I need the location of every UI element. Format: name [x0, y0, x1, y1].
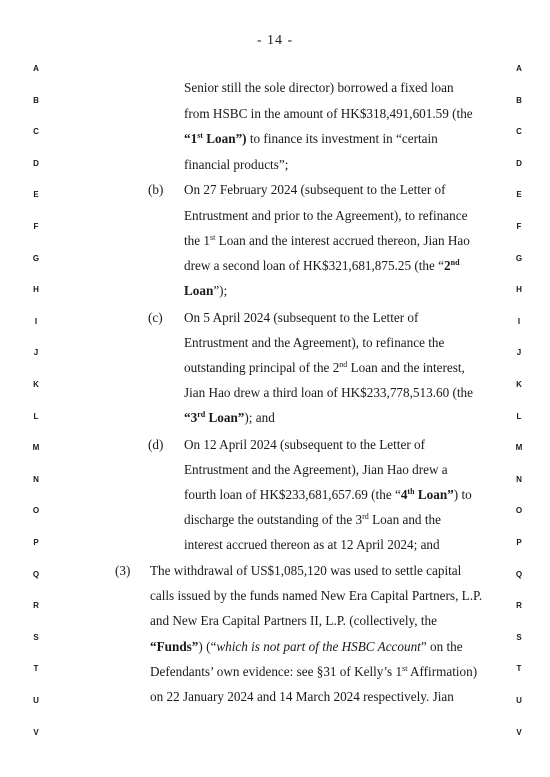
margin-letter-f: F	[516, 222, 522, 231]
para-b-line-3: the 1st Loan and the interest accrued thereon, Jian Hao	[184, 233, 470, 248]
margin-letter-r: R	[516, 601, 522, 611]
margin-letter-r: R	[33, 601, 39, 611]
margin-letter-q: Q	[32, 569, 40, 579]
margin-letter-a: A	[516, 64, 522, 73]
margin-letter-c: C	[516, 127, 522, 137]
para-3-line-3: and New Era Capital Partners II, L.P. (collectively, the	[150, 613, 437, 628]
intro-line-4: financial products”;	[184, 157, 289, 172]
margin-letter-b: B	[33, 95, 39, 105]
margin-letter-l: L	[33, 411, 39, 421]
first-loan-term: “1st Loan”)	[184, 131, 247, 146]
margin-letter-j: J	[33, 348, 39, 358]
para-b-label: (b)	[148, 182, 164, 197]
margin-letter-q: Q	[515, 569, 523, 579]
para-c-line-3: outstanding principal of the 2nd Loan and the interest,	[184, 360, 465, 375]
margin-letter-s: S	[33, 632, 39, 642]
margin-letter-u: U	[33, 696, 39, 705]
margin-letter-b: B	[516, 95, 522, 105]
margin-letter-k: K	[516, 380, 522, 389]
para-c-line-1: On 5 April 2024 (subsequent to the Letter of	[184, 310, 419, 325]
page-number: - 14 -	[256, 33, 294, 48]
margin-letter-e: E	[33, 190, 39, 200]
margin-letter-h: H	[33, 285, 39, 295]
margin-letter-m: M	[32, 443, 40, 453]
para-3-line-2: calls issued by the funds named New Era Capital Partners, L.P.	[150, 588, 483, 603]
margin-letter-t: T	[516, 664, 522, 674]
margin-letter-f: F	[33, 222, 39, 231]
margin-letter-g: G	[32, 253, 40, 263]
margin-letter-m: M	[515, 443, 523, 453]
margin-letter-v: V	[516, 727, 522, 737]
para-d-line-5: interest accrued thereon as at 12 April 2024; and	[184, 537, 440, 552]
margin-letter-g: G	[515, 253, 523, 263]
margin-letter-i: I	[517, 316, 521, 326]
margin-letter-t: T	[33, 664, 39, 674]
margin-letter-s: S	[516, 632, 522, 642]
para-b-line-4: drew a second loan of HK$321,681,875.25 (the “2nd	[184, 258, 460, 273]
para-d-line-4: discharge the outstanding of the 3rd Loan and the	[184, 512, 441, 527]
para-3-line-4: “Funds”) (“which is not part of the HSBC Account” on the	[150, 639, 463, 654]
para-b-line-1: On 27 February 2024 (subsequent to the Letter of	[184, 182, 446, 197]
intro-line-3: “1st Loan”) to finance its investment in “certain	[184, 131, 438, 146]
para-d-line-1: On 12 April 2024 (subsequent to the Letter of	[184, 437, 425, 452]
para-c-label: (c)	[148, 310, 163, 325]
margin-letter-n: N	[516, 474, 522, 484]
para-c-line-5: “3rd Loan”); and	[184, 410, 275, 425]
margin-letter-u: U	[516, 696, 522, 705]
margin-letter-d: D	[516, 158, 522, 168]
para-3-line-6: on 22 January 2024 and 14 March 2024 respectively. Jian	[150, 689, 454, 704]
para-3-line-1: The withdrawal of US$1,085,120 was used to settle capital	[150, 563, 462, 578]
margin-letter-p: P	[516, 538, 522, 547]
para-3-label: (3)	[115, 563, 131, 578]
margin-letter-k: K	[33, 380, 39, 389]
para-d-line-2: Entrustment and the Agreement), Jian Hao drew a	[184, 462, 448, 477]
margin-letter-h: H	[516, 285, 522, 295]
para-d-label: (d)	[148, 437, 164, 452]
margin-letter-j: J	[516, 348, 522, 358]
margin-letter-e: E	[516, 190, 522, 200]
para-b-line-5: Loan”);	[184, 283, 228, 298]
margin-letter-d: D	[33, 158, 39, 168]
margin-letter-i: I	[34, 316, 38, 326]
para-c-line-4: Jian Hao drew a third loan of HK$233,778,513.60 (the	[184, 385, 473, 400]
intro-line-1: Senior still the sole director) borrowed a fixed loan	[184, 80, 454, 95]
para-c-line-2: Entrustment and the Agreement), to refinance the	[184, 335, 445, 350]
margin-letter-o: O	[515, 506, 523, 516]
margin-letter-l: L	[516, 411, 522, 421]
para-d-line-3: fourth loan of HK$233,681,657.69 (the “4th Loan”) to	[184, 487, 472, 502]
margin-letter-n: N	[33, 474, 39, 484]
para-b-line-2: Entrustment and prior to the Agreement), to refinance	[184, 208, 468, 223]
margin-letter-c: C	[33, 127, 39, 137]
margin-letter-v: V	[33, 727, 39, 737]
para-3-line-5: Defendants’ own evidence: see §31 of Kelly’s 1st Affirmation)	[150, 664, 478, 679]
margin-letter-a: A	[33, 64, 39, 73]
intro-line-2: from HSBC in the amount of HK$318,491,601.59 (the	[184, 106, 473, 121]
margin-letter-p: P	[33, 538, 39, 547]
margin-letter-o: O	[32, 506, 40, 516]
